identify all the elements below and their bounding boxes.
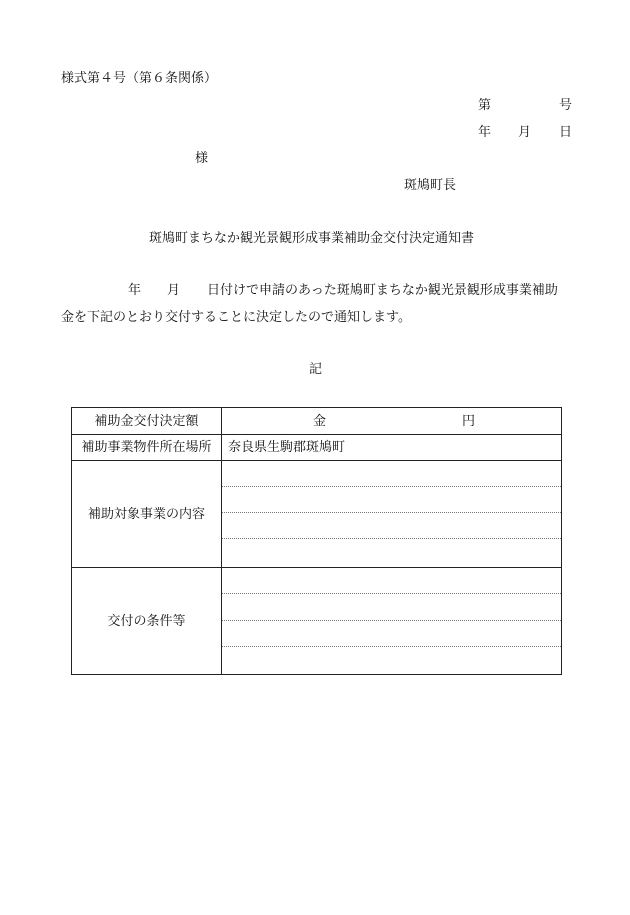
conditions-line-1 [222, 568, 562, 594]
date-day: 日 [559, 125, 573, 140]
conditions-label: 交付の条件等 [72, 568, 222, 675]
content-line-1 [222, 461, 562, 487]
date-year: 年 [478, 125, 492, 140]
document-number-prefix: 第 [478, 98, 492, 113]
table-row-content [72, 461, 562, 487]
sender-name: 斑鳩町長 [404, 178, 457, 193]
location-label: 補助事業物件所在場所 [72, 435, 222, 461]
body-line1: 日付けで申請のあった斑鳩町まちなか観光景観形成事業補助 [207, 283, 558, 298]
amount-prefix: 金 [313, 414, 327, 429]
amount-cell [222, 408, 562, 435]
content-label: 補助対象事業の内容 [72, 461, 222, 568]
table-row-location [72, 435, 562, 461]
table-row-conditions [72, 568, 562, 594]
date-month: 月 [518, 125, 532, 140]
details-table [71, 407, 562, 675]
document-number-suffix: 号 [559, 98, 573, 113]
addressee-suffix: 様 [195, 151, 209, 166]
location-value: 奈良県生駒郡斑鳩町 [222, 435, 562, 461]
conditions-line-4 [222, 647, 562, 675]
body-line2: 金を下記のとおり交付することに決定したので通知します。 [61, 310, 411, 325]
table-row-amount [72, 408, 562, 435]
ki-label: 記 [309, 362, 323, 377]
document-title: 斑鳩町まちなか観光景観形成事業補助金交付決定通知書 [149, 231, 475, 246]
content-line-2 [222, 487, 562, 513]
form-number: 様式第４号（第６条関係） [61, 71, 218, 86]
amount-label: 補助金交付決定額 [72, 408, 222, 435]
conditions-line-3 [222, 620, 562, 646]
body-year: 年 [128, 283, 142, 298]
amount-suffix: 円 [462, 414, 476, 429]
conditions-line-2 [222, 594, 562, 620]
body-month: 月 [167, 283, 181, 298]
content-line-4 [222, 539, 562, 568]
content-line-3 [222, 513, 562, 539]
